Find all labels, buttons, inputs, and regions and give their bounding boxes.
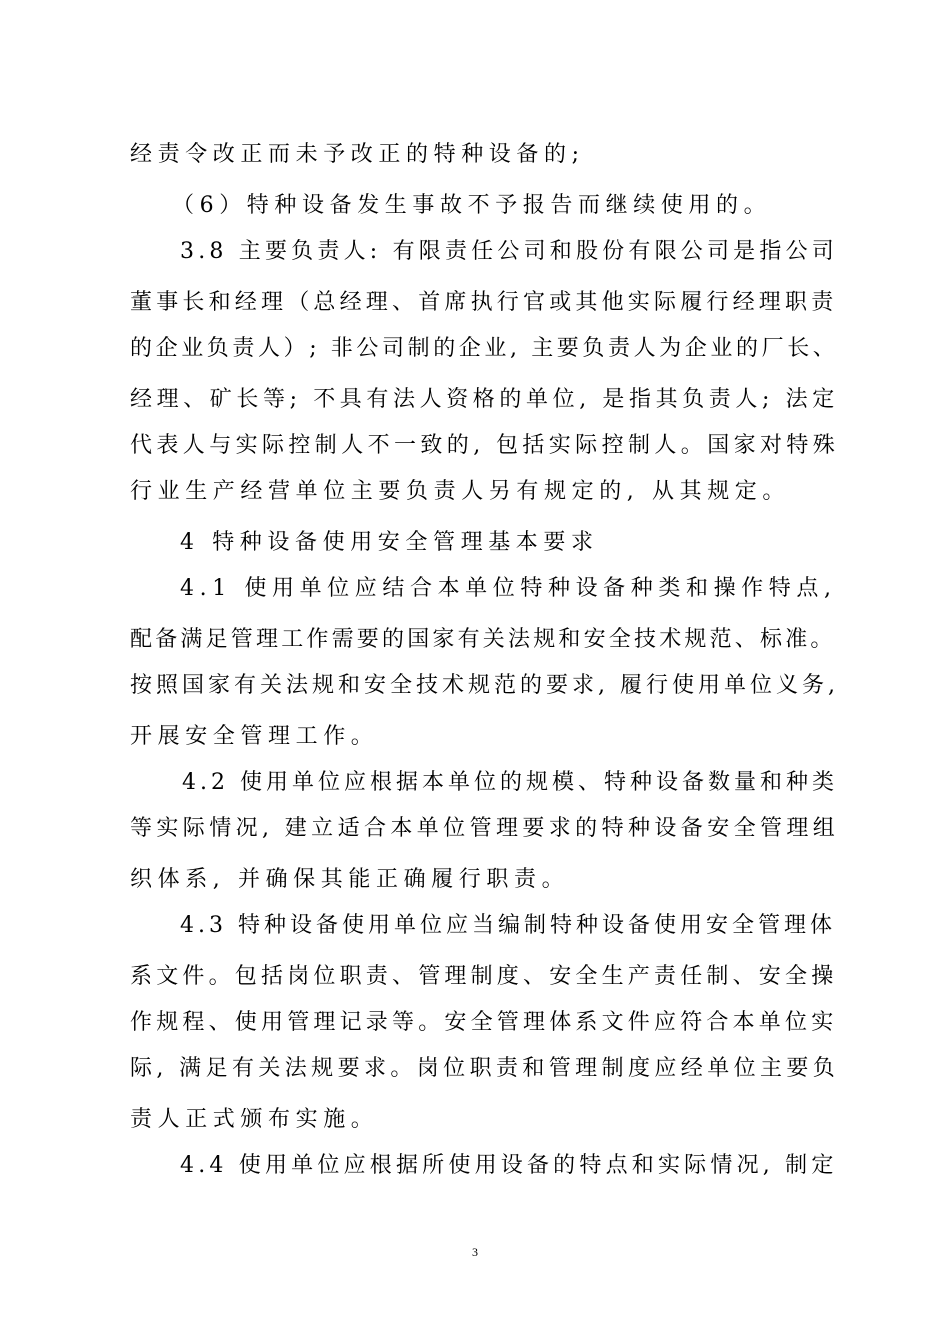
section-heading-4-3: 4.3 特种设备使用单位应当编制特种设备使用安全管理体 [180, 913, 836, 938]
text-line: （6）特种设备发生事故不予报告而继续使用的。 [172, 193, 772, 218]
text-line: 作规程、使用管理记录等。安全管理体系文件应符合本单位实 [130, 1010, 838, 1035]
text-line: 系文件。包括岗位职责、管理制度、安全生产责任制、安全操 [130, 964, 838, 989]
text-line: 行业生产经营单位主要负责人另有规定的, 从其规定。 [130, 479, 790, 504]
page-number: 3 [472, 1245, 478, 1259]
text-line: 配备满足管理工作需要的国家有关法规和安全技术规范、标准。 [130, 627, 836, 652]
text-line: 等实际情况, 建立适合本单位管理要求的特种设备安全管理组 [130, 816, 840, 841]
text-line: 代表人与实际控制人不一致的, 包括实际控制人。国家对特殊 [130, 433, 840, 458]
text-line: 际, 满足有关法规要求。岗位职责和管理制度应经单位主要负 [130, 1056, 840, 1081]
section-heading-4: 4 特种设备使用安全管理基本要求 [180, 530, 599, 555]
section-heading-4-4: 4.4 使用单位应根据所使用设备的特点和实际情况, 制定 [180, 1153, 838, 1178]
text-line: 织体系, 并确保其能正确履行职责。 [130, 867, 570, 892]
text-line: 经理、矿长等; 不具有法人资格的单位, 是指其负责人; 法定 [130, 387, 839, 412]
text-line: 的企业负责人）; 非公司制的企业, 主要负责人为企业的厂长、 [130, 336, 839, 361]
text-line: 责人正式颁布实施。 [130, 1107, 379, 1132]
text-line: 按照国家有关法规和安全技术规范的要求, 履行使用单位义务, [130, 673, 839, 698]
section-heading-3-8: 3.8 主要负责人: 有限责任公司和股份有限公司是指公司 [180, 239, 838, 264]
text-line: 经责令改正而未予改正的特种设备的; [130, 142, 585, 167]
section-heading-4-1: 4.1 使用单位应结合本单位特种设备种类和操作特点, [180, 576, 837, 601]
text-line: 董事长和经理（总经理、首席执行官或其他实际履行经理职责 [130, 290, 838, 315]
section-heading-4-2: 4.2 使用单位应根据本单位的规模、特种设备数量和种类 [182, 770, 838, 795]
text-line: 开展安全管理工作。 [130, 724, 379, 749]
